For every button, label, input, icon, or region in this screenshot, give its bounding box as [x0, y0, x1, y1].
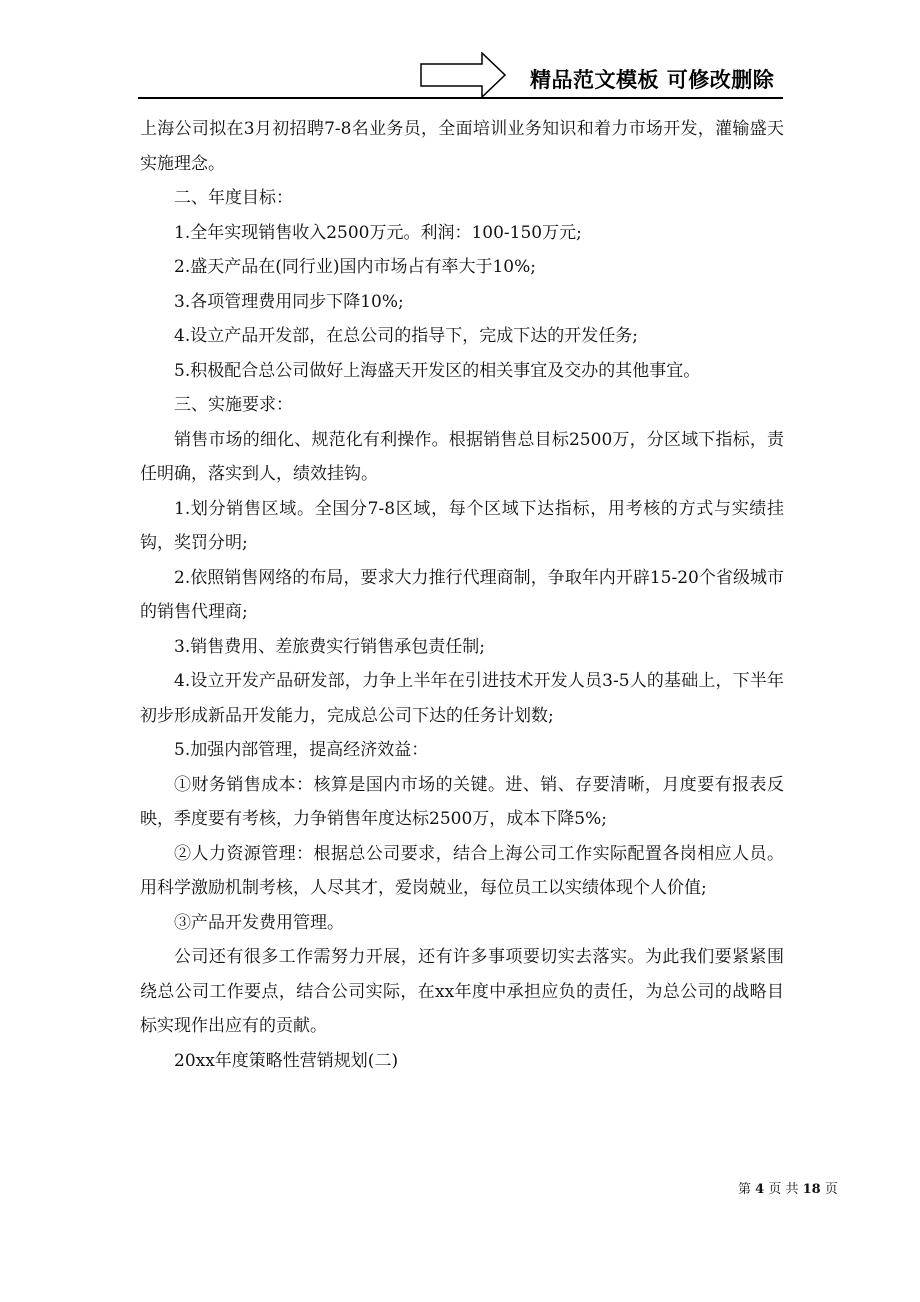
section-heading-goals: 二、年度目标：	[174, 188, 293, 208]
management-item-product: ③产品开发费用管理。	[174, 912, 344, 933]
requirement-item-4: 4.设立开发产品研发部，力争上半年在引进技术开发人员3-5人的基础上，下半年初步形成新品开发能力，完成总公司下达的任务计划数;	[140, 671, 784, 726]
goal-item-4: 4.设立产品开发部，在总公司的指导下，完成下达的开发任务;	[174, 326, 638, 346]
requirement-item-2: 2.依照销售网络的布局，要求大力推行代理商制，争取年内开辟15-20个省级城市的销售代理商;	[140, 567, 784, 622]
section-heading-requirements: 三、实施要求：	[174, 395, 293, 415]
next-section-title: 20xx年度策略性营销规划(二)	[174, 1050, 399, 1071]
footer-prefix: 第	[738, 1182, 752, 1197]
requirement-item-5: 5.加强内部管理，提高经济效益：	[174, 740, 429, 760]
requirement-item-1: 1.划分销售区域。全国分7-8区域，每个区域下达指标，用考核的方式与实绩挂钩，奖罚分明;	[140, 498, 784, 553]
total-page-count: 18	[802, 1182, 821, 1197]
arrow-right-icon	[420, 52, 506, 98]
management-item-hr: ②人力资源管理：根据总公司要求，结合上海公司工作实际配置各岗相应人员。用科学激励机制考核，人尽其才，爱岗兢业，每位员工以实绩体现个人价值;	[140, 843, 784, 898]
goal-item-2: 2.盛天产品在(同行业)国内市场占有率大于10%;	[174, 257, 536, 277]
current-page-number: 4	[755, 1182, 765, 1197]
goal-item-1: 1.全年实现销售收入2500万元。利润：100-150万元;	[174, 222, 582, 243]
page-footer	[738, 1178, 838, 1197]
requirement-item-3: 3.销售费用、差旅费实行销售承包责任制;	[174, 636, 485, 657]
header-title: 精品范文模板 可修改删除	[530, 68, 775, 92]
header-divider	[138, 97, 783, 99]
footer-middle: 页 共	[768, 1182, 799, 1197]
management-item-finance: ①财务销售成本：核算是国内市场的关键。进、销、存要清晰，月度要有报表反映，季度要有考核，力争销售年度达标2500万，成本下降5%;	[140, 774, 784, 829]
paragraph-intro: 上海公司拟在3月初招聘7-8名业务员，全面培训业务知识和着力市场开发，灌输盛天实施理念。	[140, 119, 784, 174]
paragraph-conclusion: 公司还有很多工作需努力开展，还有许多事项要切实去落实。为此我们要紧紧围绕总公司工作要点，结合公司实际，在xx年度中承担应负的责任，为总公司的战略目标实现作出应有的贡献。	[140, 947, 784, 1036]
goal-item-3: 3.各项管理费用同步下降10%;	[174, 291, 404, 312]
footer-suffix: 页	[824, 1182, 838, 1197]
document-body	[140, 112, 784, 1078]
paragraph-requirements-intro: 销售市场的细化、规范化有利操作。根据销售总目标2500万，分区域下指标，责任明确，落实到人，绩效挂钩。	[140, 429, 784, 484]
goal-item-5: 5.积极配合总公司做好上海盛天开发区的相关事宜及交办的其他事宜。	[174, 360, 701, 381]
page-header	[0, 0, 920, 100]
